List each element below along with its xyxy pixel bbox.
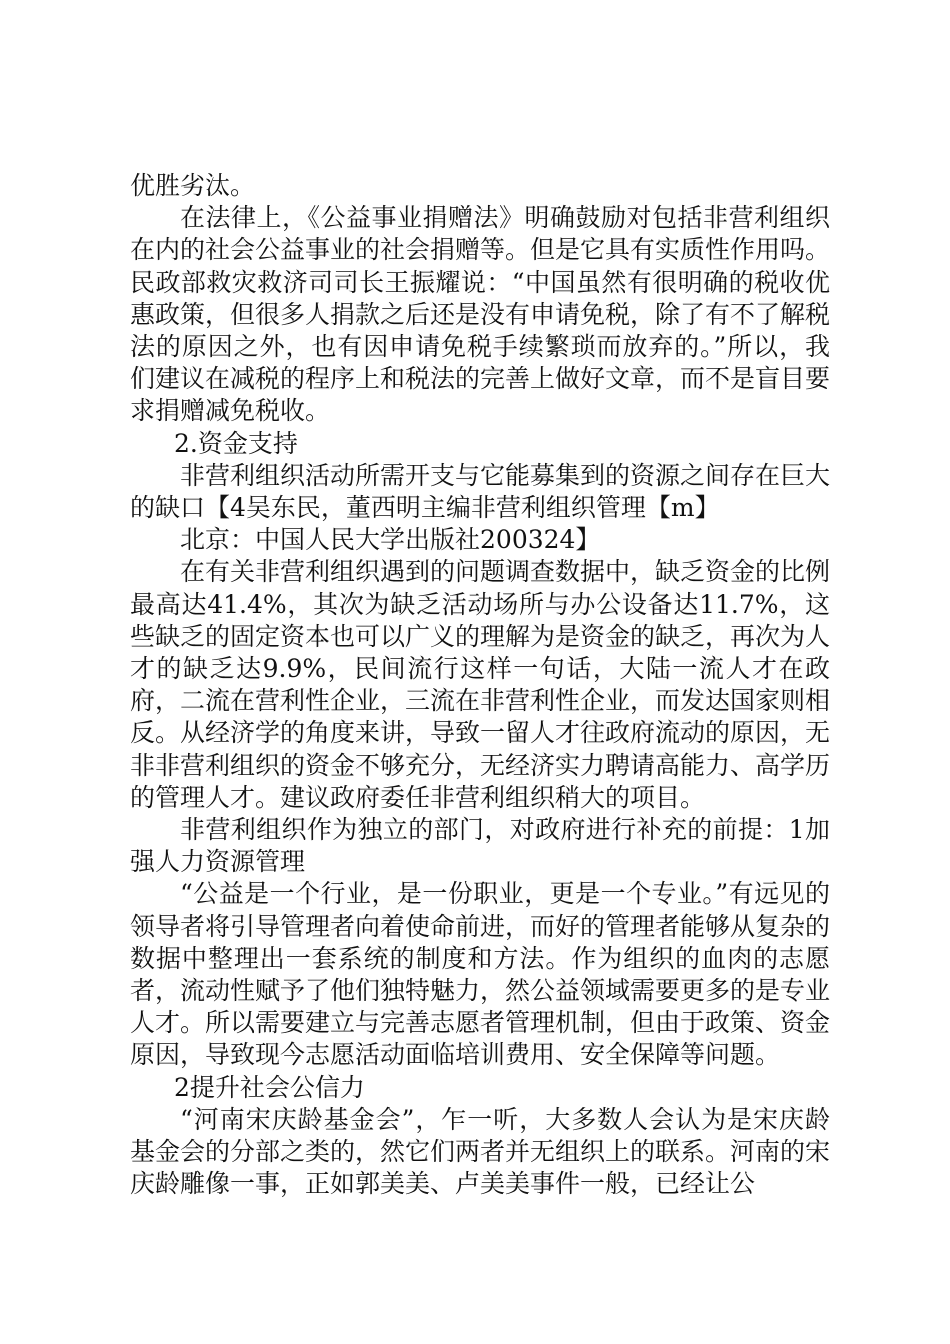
paragraph-volunteer-management: “公益是一个行业，是一份职业，更是一个专业。”有远见的领导者将引导管理者向着使命前进，而好的管理者能够从复杂的数据中整理出一套系统的制度和方法。作为组织的血肉的志愿者，流动性赋予了他们独特魅力，然公益领域需要更多的是专业人才。所以需要建立与完善志愿者管理机制，但由于政策、资金原因，导致现今志愿活动面临培训费用、安全保障等问题。	[130, 879, 831, 1070]
paragraph-survey-data: 在有关非营利组织遇到的问题调查数据中，缺乏资金的比例最高达41.4%，其次为缺乏活动场所与办公设备达11.7%，这些缺乏的固定资本也可以广义的理解为是资金的缺乏，再次为人才的缺乏达9.9%，民间流行这样一句话，大陆一流人才在政府，二流在营利性企业，三流在非营利性企业，而发达国家则相反。从经济学的角度来讲，导致一留人才往政府流动的原因，无非非营利组织的资金不够充分，无经济实力聘请高能力、高学历的管理人才。建议政府委任非营利组织稍大的项目。	[130, 557, 831, 812]
paragraph-citation-publisher: 北京：中国人民大学出版社200324】	[180, 525, 601, 555]
document-body	[130, 170, 830, 1201]
paragraph-hr-management: 非营利组织作为独立的部门，对政府进行补充的前提：1加强人力资源管理	[130, 815, 830, 877]
section-heading-public-credibility: 2提升社会公信力	[174, 1072, 365, 1102]
paragraph-donation-law: 在法律上，《公益事业捐赠法》明确鼓励对包括非营利组织在内的社会公益事业的社会捐赠等。但是它具有实质性作用吗。民政部救灾救济司司长王振耀说：“中国虽然有很明确的税收优惠政策，但很多人捐款之后还是没有申请免税，除了有不了解税法的原因之外，也有因申请免税手续繁琐而放弃的。”所以，我们建议在减税的程序上和税法的完善上做好文章，而不是盲目要求捐赠减免税收。	[130, 203, 831, 426]
paragraph-henan-foundation: “河南宋庆龄基金会”，乍一听，大多数人会认为是宋庆龄基金会的分部之类的，然它们两者并无组织上的联系。河南的宋庆龄雕像一事，正如郭美美、卢美美事件一般，已经让公	[130, 1104, 831, 1199]
paragraph-closing-fragment: 优胜劣汰。	[130, 171, 256, 200]
section-heading-funding-support: 2.资金支持	[174, 428, 298, 458]
paragraph-funding-gap: 非营利组织活动所需开支与它能募集到的资源之间存在巨大的缺口【4吴东民，董西明主编非营利组织管理【m】	[130, 460, 831, 523]
